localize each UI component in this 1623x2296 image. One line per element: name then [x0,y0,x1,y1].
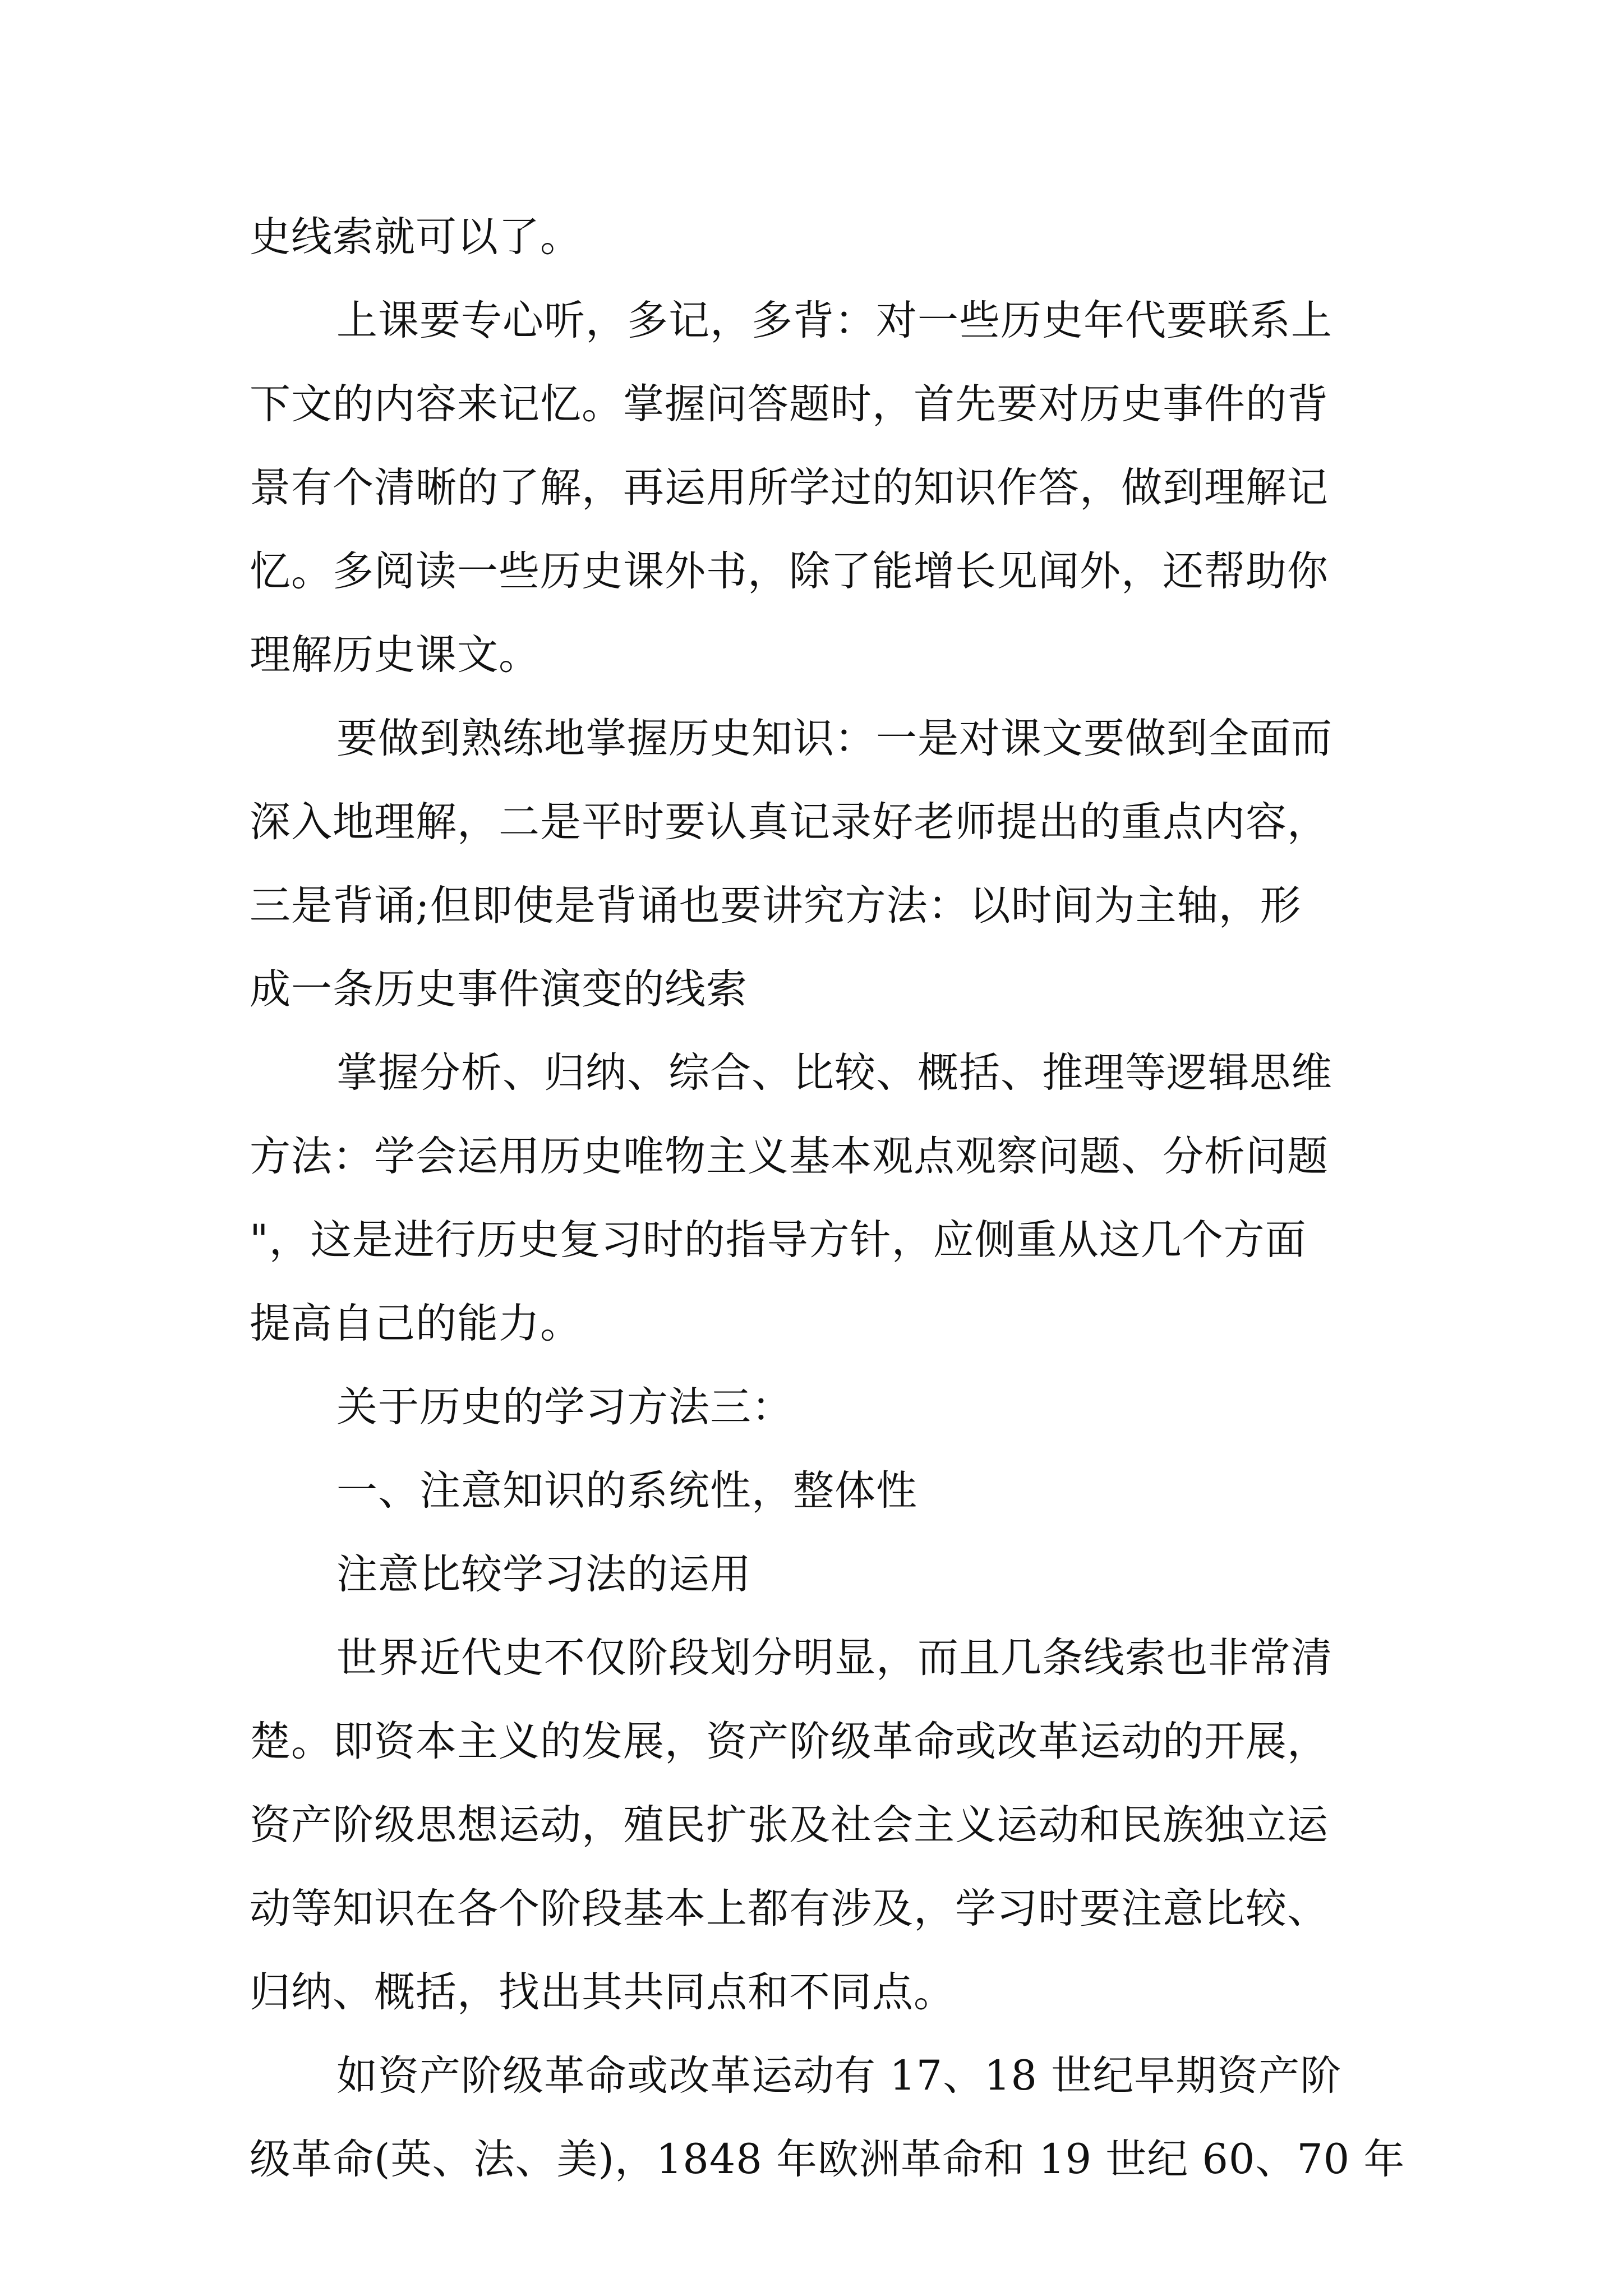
text-line: 理解历史课文。 [250,631,540,679]
text-line: 三是背诵;但即使是背诵也要讲究方法：以时间为主轴，形 [250,882,1302,930]
text-line: 上课要专心听，多记，多背：对一些历史年代要联系上 [336,297,1332,344]
text-line: 方法：学会运用历史唯物主义基本观点观察问题、分析问题 [250,1133,1329,1180]
document-body [250,195,1405,2201]
text-line: 归纳、概括，找出其共同点和不同点。 [250,1968,955,2016]
text-line: 世界近代史不仅阶段划分明显，而且几条线索也非常清 [336,1634,1332,1682]
text-line: 资产阶级思想运动，殖民扩张及社会主义运动和民族独立运 [250,1801,1329,1849]
text-line: 关于历史的学习方法三： [336,1383,793,1431]
text-line: 史线索就可以了。 [250,213,582,261]
text-line: 级革命(英、法、美)，1848 年欧洲革命和 19 世纪 60、70 年 [250,2136,1405,2183]
text-line: 注意比较学习法的运用 [336,1550,751,1598]
text-line: 掌握分析、归纳、综合、比较、概括、推理等逻辑思维 [336,1049,1332,1097]
text-line: "，这是进行历史复习时的指导方针，应侧重从这几个方面 [250,1216,1307,1264]
text-line: 景有个清晰的了解，再运用所学过的知识作答，做到理解记 [250,464,1329,512]
text-line: 如资产阶级革命或改革运动有 17、18 世纪早期资产阶 [336,2052,1342,2100]
text-line: 动等知识在各个阶段基本上都有涉及，学习时要注意比较、 [250,1885,1329,1932]
text-line: 要做到熟练地掌握历史知识：一是对课文要做到全面而 [336,715,1332,762]
text-line: 忆。多阅读一些历史课外书，除了能增长见闻外，还帮助你 [250,547,1329,595]
text-line: 深入地理解，二是平时要认真记录好老师提出的重点内容， [250,798,1329,846]
text-line: 下文的内容来记忆。掌握问答题时，首先要对历史事件的背 [250,380,1329,428]
text-line: 一、注意知识的系统性，整体性 [336,1467,917,1515]
text-line: 楚。即资本主义的发展，资产阶级革命或改革运动的开展， [250,1718,1329,1765]
text-line: 成一条历史事件演变的线索 [250,965,748,1013]
text-line: 提高自己的能力。 [250,1300,582,1347]
